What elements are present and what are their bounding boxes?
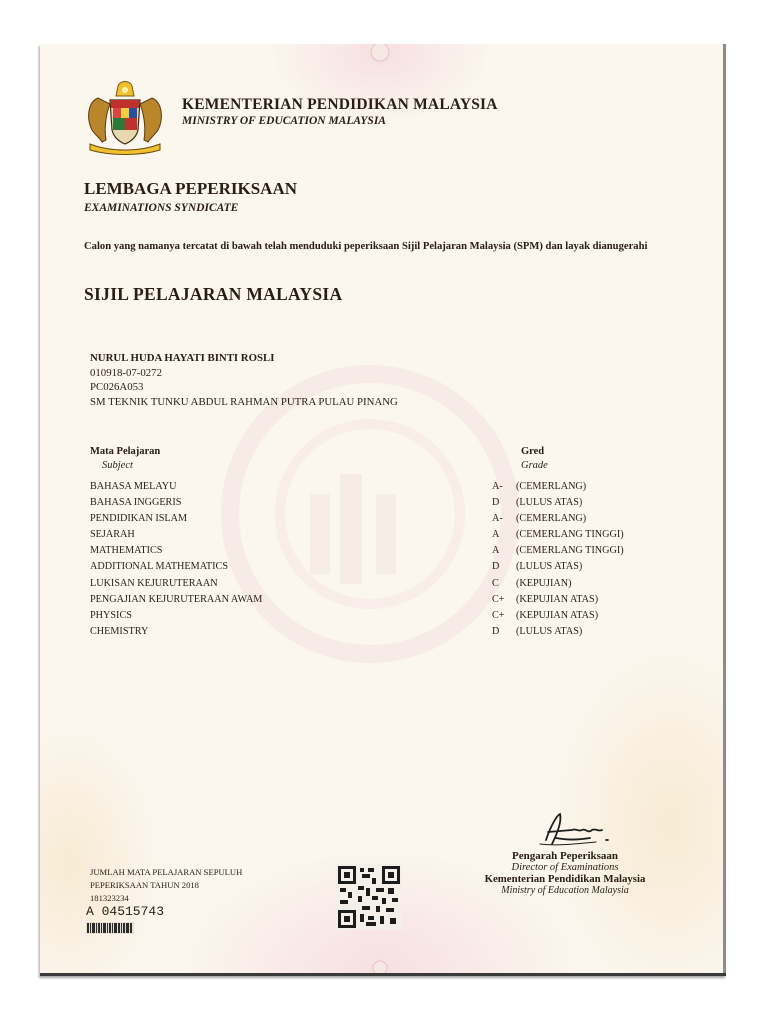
grade-remark: (KEPUJIAN ATAS) xyxy=(516,593,599,605)
exam-year-text: PEPERIKSAAN TAHUN 2018 xyxy=(90,880,199,890)
ministry-name-en: MINISTRY OF EDUCATION MALAYSIA xyxy=(182,115,386,127)
grade-value: A xyxy=(492,545,500,557)
syndicate-title-ms: LEMBAGA PEPERIKSAAN xyxy=(84,179,297,198)
subject-column-header: Mata Pelajaran xyxy=(90,446,161,457)
list-item xyxy=(492,495,624,511)
grade-remark: (CEMERLANG TINGGI) xyxy=(516,529,624,541)
grade-remark: (CEMERLANG) xyxy=(516,513,587,525)
intro-statement: Calon yang namanya tercatat di bawah telah menduduki peperiksaan Sijil Pelajaran Malaysia (SPM) dan layak dianugerahi xyxy=(84,241,648,252)
certificate-code: 181323234 xyxy=(90,893,129,903)
subject-list xyxy=(90,479,262,640)
grade-remark: (LULUS ATAS) xyxy=(516,497,583,509)
certificate-title: SIJIL PELAJARAN MALAYSIA xyxy=(84,284,343,304)
list-item: MATHEMATICS xyxy=(90,545,163,557)
signatory-org-ms: Kementerian Pendidikan Malaysia xyxy=(484,873,646,885)
grade-remark: (CEMERLANG) xyxy=(516,481,587,492)
grade-value: A- xyxy=(492,481,503,492)
grade-value: C+ xyxy=(492,593,505,605)
grade-list xyxy=(492,479,624,640)
list-item: ADDITIONAL MATHEMATICS xyxy=(90,561,228,573)
list-item: CHEMISTRY xyxy=(90,625,149,637)
grade-column-header: Gred xyxy=(521,446,545,457)
list-item xyxy=(492,511,624,527)
list-item xyxy=(492,624,624,640)
candidate-ic-number: 010918-07-0272 xyxy=(90,366,162,379)
coat-of-arms-icon xyxy=(80,78,170,156)
signatory-title-ms: Pengarah Peperiksaan xyxy=(511,850,619,862)
total-subjects-text: JUMLAH MATA PELAJARAN SEPULUH xyxy=(90,867,243,877)
grade-remark: (KEPUJIAN ATAS) xyxy=(516,609,599,621)
signatory-org-en: Ministry of Education Malaysia xyxy=(501,885,629,896)
list-item xyxy=(492,576,624,592)
ministry-name-ms: KEMENTERIAN PENDIDIKAN MALAYSIA xyxy=(182,96,498,113)
serial-number: A 04515743 xyxy=(86,904,165,919)
grade-remark: (CEMERLANG TINGGI) xyxy=(516,545,624,557)
subject-column-subheader: Subject xyxy=(102,460,133,471)
list-item xyxy=(492,527,624,543)
list-item: PENGAJIAN KEJURUTERAAN AWAM xyxy=(90,593,263,605)
barcode-icon xyxy=(86,922,134,934)
grade-remark: (KEPUJIAN) xyxy=(516,577,572,589)
candidate-details xyxy=(90,351,398,409)
signatory-block xyxy=(460,850,670,896)
certificate-paper xyxy=(40,44,726,976)
grade-value: C+ xyxy=(492,609,505,621)
grade-value: A- xyxy=(492,513,503,525)
paper-edge-right xyxy=(723,44,726,976)
grade-value: D xyxy=(492,561,500,573)
paper-edge-bottom xyxy=(40,973,726,976)
list-item xyxy=(492,543,624,559)
signatory-title-en: Director of Examinations xyxy=(511,862,619,873)
candidate-name: NURUL HUDA HAYATI BINTI ROSLI xyxy=(90,352,275,364)
list-item xyxy=(492,608,624,624)
grade-value: D xyxy=(492,497,500,509)
list-item: PHYSICS xyxy=(90,609,132,621)
list-item: PENDIDIKAN ISLAM xyxy=(90,513,188,525)
syndicate-title-en: EXAMINATIONS SYNDICATE xyxy=(84,202,239,214)
grade-value: C xyxy=(492,577,499,589)
grade-column-subheader: Grade xyxy=(521,460,548,471)
grade-remark: (LULUS ATAS) xyxy=(516,561,583,573)
grade-value: A xyxy=(492,529,500,541)
list-item xyxy=(492,479,624,495)
grade-remark: (LULUS ATAS) xyxy=(516,625,583,637)
qr-code-icon xyxy=(336,864,402,930)
candidate-index-number: PC026A053 xyxy=(90,381,144,393)
list-item: BAHASA INGGERIS xyxy=(90,497,182,509)
candidate-school: SM TEKNIK TUNKU ABDUL RAHMAN PUTRA PULAU PINANG xyxy=(90,395,398,408)
list-item: SEJARAH xyxy=(90,529,135,541)
exam-summary xyxy=(90,866,242,905)
list-item: BAHASA MELAYU xyxy=(90,481,177,492)
grade-value: D xyxy=(492,625,500,637)
list-item xyxy=(492,559,624,575)
list-item: LUKISAN KEJURUTERAAN xyxy=(90,577,218,589)
signature-icon xyxy=(526,810,616,852)
list-item xyxy=(492,592,624,608)
